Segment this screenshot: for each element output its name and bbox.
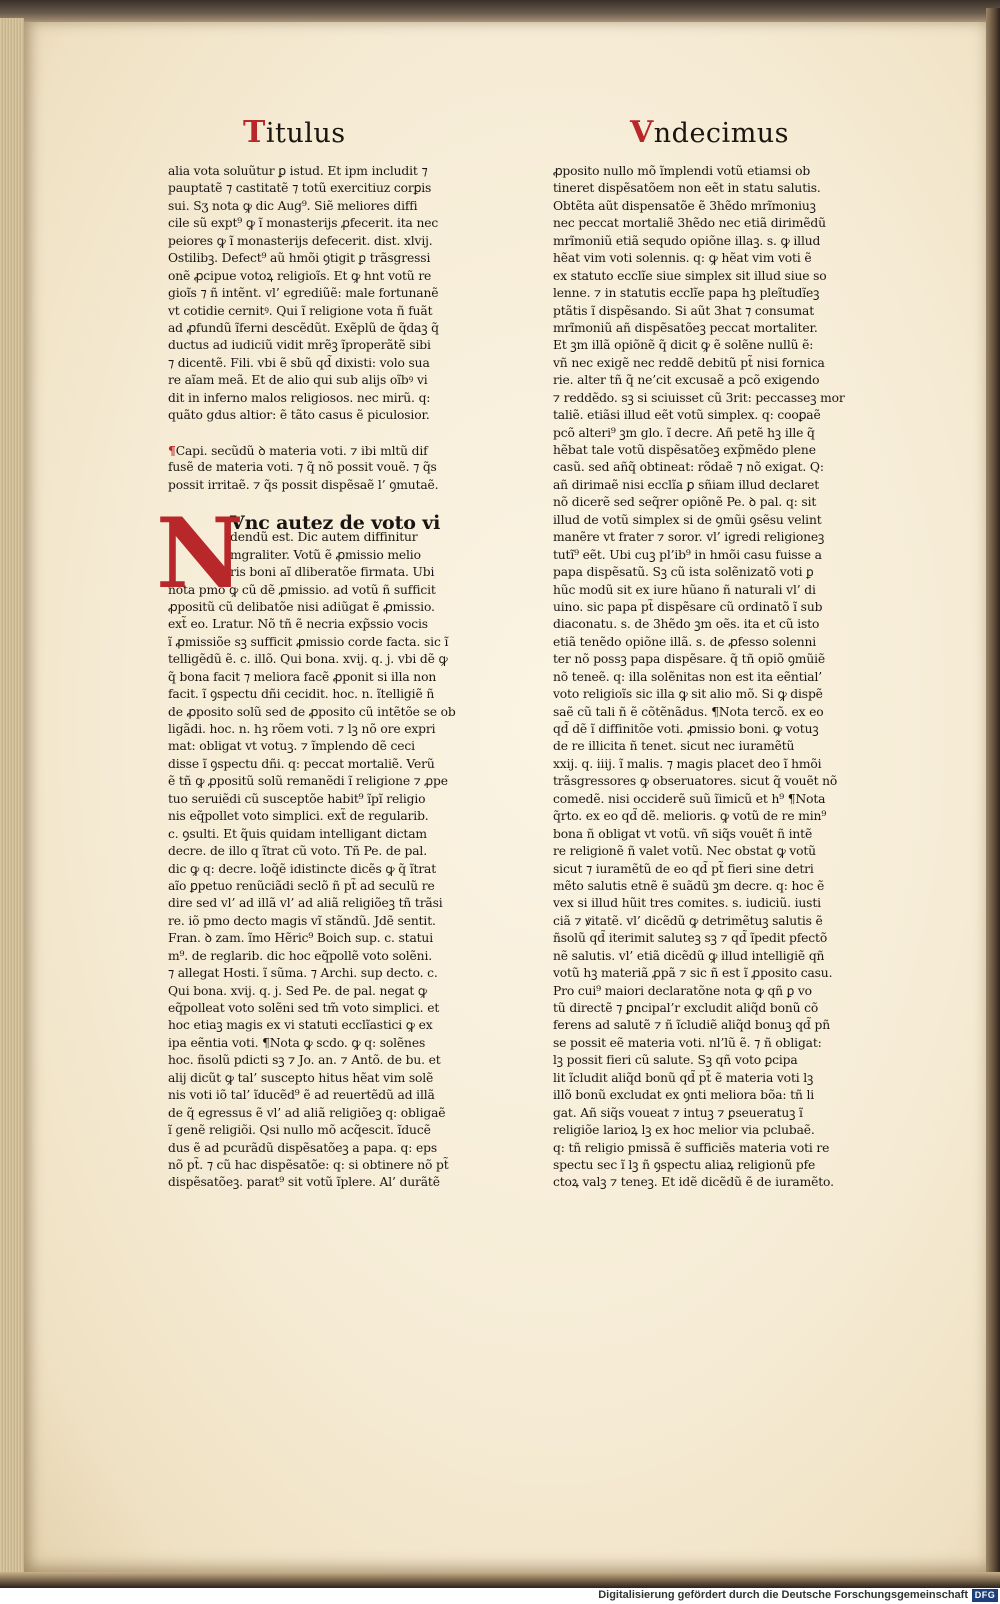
- text-line: gioĩs ⁊ ñ intẽnt. vl’ egrediũẽ: male fortunanẽ: [168, 286, 439, 301]
- text-line: quãto gdus altior: ẽ tãto casus ẽ piculosior.: [168, 408, 430, 423]
- text-line: Qui bona. xvij. q. j. Sed Pe. de pal. negat ꝙ: [168, 983, 427, 998]
- text-line: trãsgressores ꝙ obseruatores. sicut q̃ vouẽt nõ: [553, 774, 838, 789]
- text-line: vñ nec exigẽ nec reddẽ debitũ pt̃ nisi fornica: [553, 355, 825, 370]
- text-line: re aĩam meã. Et de alio qui sub alijs oĩbꝰ vi: [168, 373, 428, 388]
- dfg-logo: DFG: [972, 1589, 998, 1602]
- text-line: illud de votũ simplex si de ꝯmũi ꝯsẽsu velint: [553, 512, 822, 527]
- text-line: sicut ⁊ iuramẽtũ de eo qd̃ pt̃ fieri sine detri: [553, 861, 814, 876]
- text-line: se possit eẽ materia voti. nl’lũ ẽ. ⁊ ñ obligat:: [553, 1035, 822, 1050]
- text-line: ⁊ reddẽdo. sꝫ si sciuisset cũ 3rit: peccasseꝫ mor: [553, 390, 845, 405]
- text-line: tuo seruiẽdi cũ susceptõe habit⁹ ĩpĩ religio: [168, 791, 426, 806]
- text-line: facit. ĩ ꝯspectu dñi cecidit. hoc. n. ĩtelligiẽ ñ: [168, 687, 435, 702]
- text-line: q: tñ religio pmissã ẽ sufficiẽs materia voti re: [553, 1140, 830, 1155]
- text-line: pcõ alteri⁹ ꝫm glo. ĩ decre. Añ petẽ hꝫ ille q̃: [553, 425, 815, 440]
- text-line: mrĩmoniũ etiã sequdo opiõne illaꝫ. s. ꝙ illud: [553, 233, 821, 248]
- text-line: eq̃polleat voto solẽni sed tm̃ voto simplici. et: [168, 1001, 440, 1015]
- text-line: mẽto salutis etnẽ ẽ suãdũ ꝫm decre. q: hoc ẽ: [553, 878, 825, 893]
- text-line: hoc etiaꝫ magis ex vi statuti ecclĩastici ꝙ ex: [168, 1018, 433, 1033]
- right-text-column: [553, 163, 851, 1192]
- text-line: saẽ cũ tali ñ ẽ cõtẽnãdus. ¶Nota tercõ. ex eo: [553, 704, 824, 719]
- text-line: de re illicita ñ tenet. sicut nec iuramẽtũ: [553, 739, 795, 754]
- text-line: tutĩ⁹ eẽt. Ubi cuꝫ pl’ib⁹ in hmõi casu fuisse a: [553, 547, 822, 562]
- running-head-right-initial: V: [630, 115, 654, 150]
- text-line: hoc. ñsolũ pdicti sꝫ ⁊ Jo. an. ⁊ Antõ. de bu. et: [168, 1053, 441, 1068]
- book-right-edge: [986, 8, 1000, 1583]
- running-head-right: [630, 115, 789, 150]
- text-line: dispẽsatõeꝫ. parat⁹ sit votũ ĩplere. Al’ durãtẽ: [168, 1175, 440, 1190]
- text-line: ctoꝝ valꝫ ⁊ teneꝫ. Et idẽ dicẽdũ ẽ de iuramẽto.: [553, 1175, 834, 1190]
- text-line: nis voti iõ tal’ ĩducẽd⁹ ẽ ad reuertẽdũ ad illã: [168, 1088, 435, 1103]
- text-line: lit ĩcludit aliq̃d bonũ qd̃ pt̃ ẽ materia voti lꝫ: [553, 1070, 814, 1085]
- text-line: gat. Añ siq̃s voueat ⁊ intuꝫ ⁊ ꝑseueratuꝫ ĩ: [553, 1105, 803, 1120]
- paragraph-mark: ¶: [168, 443, 176, 458]
- decorated-initial: N: [156, 496, 244, 610]
- text-line: dic ꝙ q: decre. loq̃ẽ idistincte dicẽs ꝙ q̃ ĩtrat: [168, 861, 437, 876]
- text-line: dus ẽ ad pcurãdũ dispẽsatõeꝫ a papa. q: eps: [168, 1140, 438, 1155]
- text-line: peiores ꝙ ĩ monasterijs defecerit. dist. xlvij.: [168, 233, 433, 248]
- text-line: nis eq̃pollet voto simplici. ext̃ de regularib.: [168, 809, 429, 824]
- text-line: tineret dispẽsatõem non eẽt in statu salutis.: [553, 181, 821, 196]
- rubric-line: [168, 477, 490, 494]
- running-head-left-text: itulus: [265, 118, 346, 149]
- text-line: xxij. q. iiij. ĩ malis. ⁊ magis placet deo ĩ hmõi: [553, 756, 822, 771]
- rubric-line: [168, 442, 490, 459]
- text-line: m⁹. de reglarib. dic hoc eq̃pollẽ voto solẽni.: [168, 948, 432, 963]
- text-line: comedẽ. nisi occiderẽ suũ ĩimicũ et h⁹ ¶Nota: [553, 791, 826, 806]
- text-line: votũ hꝫ materiã ꝓpã ⁊ sic ñ est ĩ ꝓposito casu.: [553, 966, 833, 981]
- text-line: nõ pt̃. ⁊ cũ hac dispẽsatõe: q: si obtinere nõ pt̃: [168, 1157, 449, 1172]
- text-line: ter nõ possꝫ papa dispẽsare. q̃ tñ opiõ ꝯmũiẽ: [553, 652, 825, 667]
- text-line: Fran. ꝺ zam. ĩmo Hẽric⁹ Boich sup. c. statui: [168, 931, 433, 946]
- text-line: ẽ tñ ꝙ ꝓpositũ solũ remanẽdi ĩ religione ⁊ ꝓpe: [168, 774, 448, 789]
- text-line: ⁊ allegat Hosti. ĩ sũma. ⁊ Archi. sup decto. c.: [168, 966, 438, 981]
- text-line: nẽ salutis. vl’ etiã dicẽdũ ꝙ illud intelligiẽ qñ: [553, 948, 825, 963]
- text-line: diaconatu. s. de 3hẽdo ꝫm oẽs. ita et cũ isto: [553, 617, 820, 632]
- text-line: nec peccat mortaliẽ 3hẽdo nec etiã dirimẽdũ: [553, 216, 826, 231]
- text-line: Obtẽta aũt dispensatõe ẽ 3hẽdo mrĩmoniuꝫ: [553, 198, 816, 213]
- page-stack-edge: [0, 18, 24, 1573]
- text-line: vt cotidie cernitꝰ. Qui ĩ religione vota ñ fuãt: [168, 303, 433, 318]
- left-text-column: [156, 163, 490, 1192]
- text-line: ⁊ dicentẽ. Fili. vbi ẽ sbũ qd̃ dixisti: volo sua: [168, 355, 430, 370]
- text-line: ligãdi. hoc. n. hꝫ rõem voti. ⁊ lꝫ nõ ore expri: [168, 722, 436, 736]
- text-line: lꝫ possit fieri cũ salute. Sꝫ qñ voto ꝑcipa: [553, 1053, 798, 1068]
- rubric-text: Capi. secũdũ ꝺ materia voti. ⁊ ibi mltũ dif: [175, 444, 428, 458]
- text-line: lenne. ⁊ in statutis ecclĩe papa hꝫ pleĩtudĩeꝫ: [553, 286, 820, 301]
- book-top-edge: [0, 0, 1000, 22]
- text-line: ꝓposito nullo mõ ĩmplendi votũ etiamsi ob: [553, 164, 811, 178]
- text-line: manẽre vt frater ⁊ soror. vl’ igredi religioneꝫ: [553, 530, 825, 545]
- chapter-rubric: [168, 442, 490, 494]
- running-head-right-text: ndecimus: [653, 118, 790, 149]
- text-line: onẽ ꝓcipue votoꝝ religioĩs. Et ꝙ hnt votũ re: [168, 268, 432, 283]
- text-line: ciã ⁊ ꝟitatẽ. vl’ dicẽdũ ꝙ detrimẽtuꝫ salutis ẽ: [553, 913, 823, 928]
- text-line: ptãtis ĩ dispẽsando. Si aũt 3hat ⁊ consumat: [553, 303, 815, 318]
- text-line: etiã tenẽdo opiõne illã. s. de ꝓfesso solenni: [553, 634, 817, 649]
- text-line: aĩo ꝑpetuo renũciãdi seclõ ñ pt̃ ad seculũ re: [168, 878, 435, 893]
- text-line: qd̃ dẽ ĩ diffinitõe voti. ꝓmissio boni. ꝙ votuꝫ: [553, 722, 819, 736]
- book-bottom-edge: [0, 1572, 1000, 1588]
- text-line: c. ꝯsulti. Et q̃uis quidam intelligant dictam: [168, 826, 427, 841]
- text-line: ad ꝓfundũ ĩferni descẽdũt. Exẽplũ de q̃daꝫ q̃: [168, 320, 439, 335]
- text-line: tũ directẽ ⁊ ꝑncipal’r excludit aliq̃d bonũ cõ: [553, 1001, 819, 1015]
- left-paragraph-2: [168, 582, 490, 1192]
- text-line: voto religioĩs sic illa ꝙ sit alio mõ. Si ꝙ dispẽ: [553, 687, 823, 702]
- text-line: nõ dicerẽ sed seq̃rer opiõnẽ Pe. ꝺ pal. q: sit: [553, 495, 817, 510]
- text-line: añ dirimaẽ nisi ecclĩa ꝑ sñiam illud declaret: [553, 477, 820, 492]
- text-line: q̃rto. ex eo qd̃ dẽ. melioris. ꝙ votũ de re min⁹: [553, 809, 827, 824]
- text-line: Ostilibꝫ. Defect⁹ aũ hmõi ꝯtigit ꝑ trãsgressi: [168, 251, 431, 266]
- text-line: ris boni aĩ dliberatõe firmata. Ubi: [230, 565, 435, 580]
- text-line: hẽat vim voti solennis. q: ꝙ hẽat vim voti ẽ: [553, 251, 812, 266]
- text-line: ꝓpositũ cũ delibatõe nisi adiũgat ẽ ꝓmissio.: [168, 599, 435, 614]
- text-line: hẽbat tale votũ dispẽsatõeꝫ exp̃mẽdo plene: [553, 443, 816, 457]
- text-line: vex si illud hũit tres comites. s. iudiciũ. iusti: [553, 896, 821, 911]
- text-line: hũc modũ sit ex iure hũano ñ naturali vl’ di: [553, 582, 816, 597]
- text-line: ferens ad salutẽ ⁊ ñ ĩcludiẽ aliq̃d bonuꝫ qd̃ pñ: [553, 1018, 830, 1033]
- text-line: Pro cui⁹ maiori declaratõne nota ꝙ qñ ꝑ vo: [553, 983, 812, 998]
- text-line: re. iõ pmo decto magis vĩ stãndũ. Jdẽ sentit.: [168, 913, 436, 928]
- text-line: sui. Sʒ nota ꝙ dic Aug⁹. Siẽ meliores diffi: [168, 198, 418, 213]
- text-line: q̃ bona facit ⁊ meliora facẽ ꝓponit si illa non: [168, 669, 437, 684]
- rubric-line: [168, 459, 490, 476]
- text-line: bona ñ obligat vt votũ. vñ siq̃s vouẽt ñ intẽ: [553, 826, 813, 841]
- text-line: decre. de illo q ĩtrat cũ voto. Tñ Pe. de pal.: [168, 844, 427, 859]
- text-line: mrĩmoniũ añ dispẽsatõeꝫ peccat mortaliter.: [553, 320, 818, 335]
- text-line: nõ teneẽ. q: illa solẽnitas non est ita eẽntial’: [553, 669, 822, 684]
- text-line: religiõe larioꝝ lꝫ ex hoc melior via pclubaẽ.: [553, 1123, 815, 1138]
- text-line: ipa eẽntia voti. ¶Nota ꝙ scdo. ꝙ q: solẽnes: [168, 1035, 426, 1050]
- text-line: dire sed vl’ ad illã vl’ ad aliã religiõeꝫ tñ trãsi: [168, 896, 443, 911]
- text-line: Et ꝫm illã opiõnẽ q̃ dicit ꝙ ẽ solẽne nullũ ẽ:: [553, 338, 814, 353]
- text-line: nota pmo ꝙ cũ dẽ ꝓmissio. ad votũ ñ sufficit: [168, 582, 436, 597]
- text-line: rie. alter tñ q̃ ne’cit excusaẽ a pcõ exigendo: [553, 373, 820, 388]
- text-line: illõ bonũ excludat ex ꝯnti meliora bõa: tñ li: [553, 1088, 815, 1103]
- rubric-text: possit irritaẽ. ⁊ q̃s possit dispẽsaẽ l’ ꝯmutaẽ.: [168, 477, 439, 492]
- text-line: alij dicũt ꝙ tal’ suscepto hitus hẽat vim solẽ: [168, 1070, 434, 1085]
- text-line: ex statuto ecclĩe siue simplex sit illud siue so: [553, 268, 827, 283]
- left-paragraph-1: [168, 163, 490, 425]
- text-line: uino. sic papa pt̃ dispẽsare cũ ordinatõ ĩ sub: [553, 599, 823, 614]
- text-line: disse ĩ ꝯspectu dñi. q: peccat mortaliẽ. Verũ: [168, 756, 435, 771]
- text-line: spectu sec ĩ lꝫ ñ ꝯspectu aliaꝝ religionũ pfe: [553, 1157, 816, 1172]
- text-line: ĩ genẽ religiõi. Qsi nullo mõ acq̃escit. ĩducẽ: [168, 1123, 431, 1138]
- text-line: pauptatẽ ⁊ castitatẽ ⁊ totũ exercitiuz corꝑis: [168, 181, 432, 196]
- text-line: ñsolũ qd̃ iterimit saluteꝫ sꝫ ⁊ qd̃ ĩpedit pfectõ: [553, 931, 828, 946]
- text-line: re religionẽ ñ valet votũ. Nec obstat ꝙ votũ: [553, 844, 816, 859]
- text-line: ĩ ꝓmissiõe sꝫ sufficit ꝓmissio corde facta. sic ĩ: [168, 634, 449, 649]
- text-line: dendũ est. Dic autem diffinitur: [230, 530, 418, 545]
- running-head-left-initial: T: [243, 115, 266, 150]
- text-line: cile sũ expt⁹ ꝙ ĩ monasterijs ꝓfecerit. ita nec: [168, 216, 439, 231]
- digitization-footer: [0, 1588, 1000, 1604]
- text-line: ductus ad iudiciũ vidit mrẽꝫ ĩproperãtẽ sibi: [168, 338, 431, 353]
- opening-line: Vnc autez de voto vi: [230, 511, 441, 530]
- running-head-left: [243, 115, 346, 150]
- text-line: alia vota soluũtur ꝑ istud. Et ipm includit ⁊: [168, 164, 428, 178]
- rubric-text: fusẽ de materia voti. ⁊ q̃ nõ possit vouẽ. ⁊ q̃s: [168, 460, 437, 475]
- text-line: mat: obligat vt votuꝫ. ⁊ ĩmplendo dẽ ceci: [168, 739, 415, 754]
- text-line: de q̃ egressus ẽ vl’ ad aliã religiõeꝫ q: obligaẽ: [168, 1105, 446, 1120]
- text-line: papa dispẽsatũ. Sꝫ cũ ista solẽnizatõ voti ꝑ: [553, 565, 814, 580]
- text-line: taliẽ. etiãsi illud eẽt votũ simplex. q: cooꝑaẽ: [553, 408, 821, 423]
- text-line: casũ. sed añq̃ obtineat: rõdaẽ ⁊ nõ exigat. Q:: [553, 460, 824, 475]
- text-line: mgraliter. Votũ ẽ ꝓmissio melio: [230, 547, 421, 562]
- funding-credit: Digitalisierung gefördert durch die Deutsche Forschungsgemeinschaft: [598, 1589, 968, 1601]
- paragraph-gap: [168, 425, 490, 442]
- text-line: telligẽdũ ẽ. c. illõ. Qui bona. xvij. q. j. vbi dẽ ꝙ: [168, 652, 448, 667]
- text-line: ext̃ eo. Lratur. Nõ tñ ẽ necria exp̃ssio vocis: [168, 617, 428, 632]
- text-line: de ꝓposito solũ sed de ꝓposito cũ intẽtõe se ob: [168, 704, 456, 719]
- text-line: dit in inferno malos religiosos. nec mirũ. q:: [168, 390, 431, 405]
